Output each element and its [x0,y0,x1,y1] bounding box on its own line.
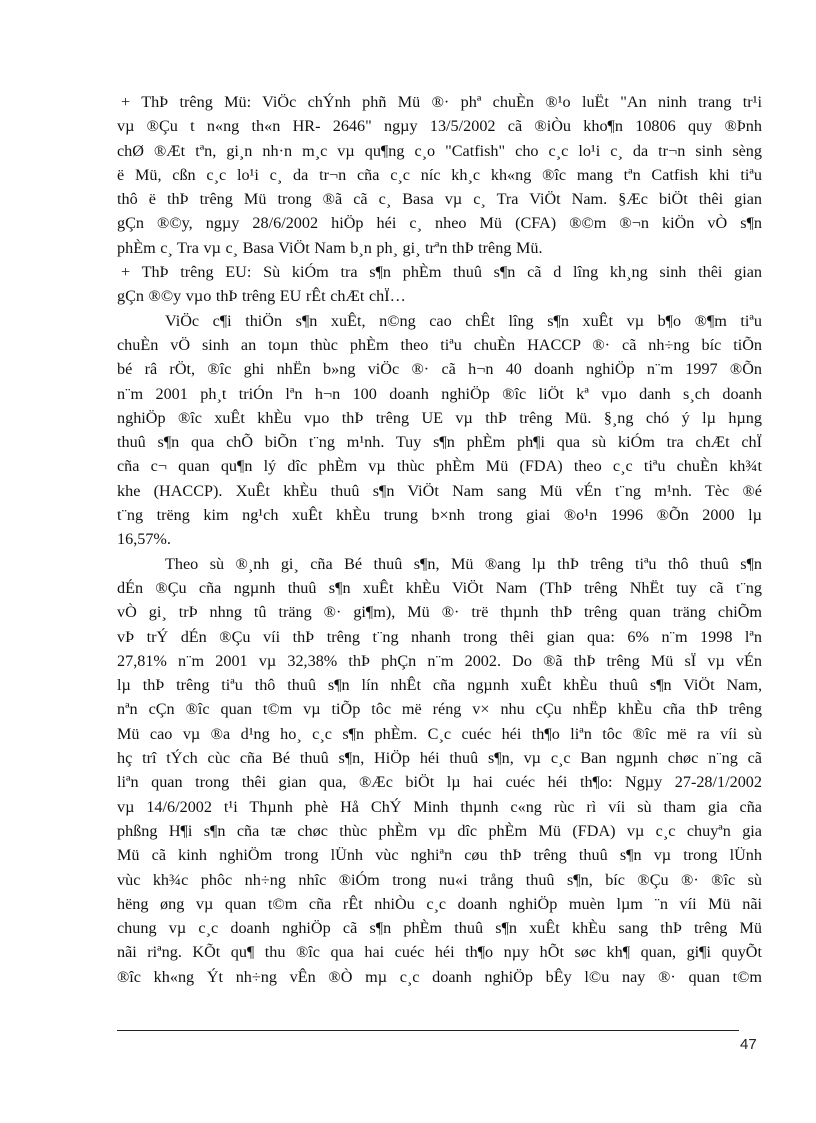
text-line: dÉn ®Çu cña ngµnh thuû s¶n xuÊt khÈu ViÖt Nam (ThÞ trêng NhËt tuy cã t¨ng [117,578,762,597]
text-line: ®îc kh«ng Ýt nh÷ng vÊn ®Ò mµ c¸c doanh nghiÖp bÊy l©u nay ®· quan t©m [117,967,762,986]
text-line: thô ë thÞ trêng Mü trong ®ã cã c¸ Basa vµ c¸ Tra ViÖt Nam. §Æc biÖt thêi gian [117,190,762,209]
page-number: 47 [740,1036,757,1053]
text-line: chØ ®Æt tªn, gi¸n nh·n m¸c vµ qu¶ng c¸o "Catfish" cho c¸c lo¹i c¸ da tr¬n sinh sèng [117,141,762,160]
text-line: + ThÞ trêng Mü: ViÖc chÝnh phñ Mü ®· phª chuÈn ®¹o luËt "An ninh trang tr¹i [121,93,762,111]
text-line: thuû s¶n qua chÕ biÕn t¨ng m¹nh. Tuy s¶n phÈm ph¶i qua sù kiÓm tra chÆt chÏ [117,433,762,452]
text-line: gÇn ®©y, ngµy 28/6/2002 hiÖp héi c¸ nheo Mü (CFA) ®©m ®¬n kiÖn vÒ s¶n [117,214,762,233]
text-line: + ThÞ trêng EU: Sù kiÓm tra s¶n phÈm thuû s¶n cã d lîng kh¸ng sinh thêi gian [121,263,762,282]
text-line: Theo sù ®¸nh gi¸ cña Bé thuû s¶n, Mü ®ang lµ thÞ trêng tiªu thô thuû s¶n [165,554,762,573]
text-line: vÒ gi¸ trÞ nhng tû träng ®· gi¶m), Mü ®· trë thµnh thÞ trêng quan träng chiÕm [117,603,762,622]
text-line: ViÖc c¶i thiÖn s¶n xuÊt, n©ng cao chÊt lîng s¶n xuÊt vµ b¶o ®¶m tiªu [165,311,762,330]
text-line: nghiÖp ®îc xuÊt khÈu vµo thÞ trêng UE vµ thÞ trêng Mü. §¸ng chó ý lµ hµng [117,408,762,427]
text-line: vùc kh¾c phôc nh÷ng nhîc ®iÓm trong nu«i trång thuû s¶n, bíc ®Çu ®· ®îc sù [117,870,762,889]
text-line: khe (HACCP). XuÊt khÈu thuû s¶n ViÖt Nam sang Mü vÉn t¨ng m¹nh. Tèc ®é [117,481,762,500]
text-line: cña c¬ quan qu¶n lý dîc phÈm vµ thùc phÈm Mü (FDA) theo c¸c tiªu chuÈn kh¾t [117,457,762,476]
text-line: phßng H¶i s¶n cña tæ chøc thùc phÈm vµ dîc phÈm Mü (FDA) vµ c¸c chuyªn gia [117,821,762,840]
text-line: t¨ng trëng kim ng¹ch xuÊt khÈu trung b×nh trong giai ®o¹n 1996 ®Õn 2000 lµ [117,506,762,525]
page-body [117,90,762,989]
text-line: bé râ rÖt, ®îc ghi nhËn b»ng viÖc ®· cã h¬n 40 doanh nghiÖp n¨m 1997 ®Õn [117,360,762,379]
text-line: nªn cÇn ®îc quan t©m vµ tiÕp tôc më réng v× nhu cÇu nhËp khÈu cña thÞ trêng [117,700,762,719]
paragraph-ministry-assessment [117,552,762,989]
text-line: 16,57%. [117,530,171,549]
text-line: liªn quan trong thêi gian qua, ®Æc biÖt lµ hai cuéc héi th¶o: Ngµy 27-28/1/2002 [117,773,762,792]
text-line: chuÈn vÖ sinh an toµn thùc phÈm theo tiªu chuÈn HACCP ®· cã nh÷ng bíc tiÕn [117,335,762,354]
text-line: gÇn ®©y vµo thÞ trêng EU rÊt chÆt chÏ… [117,287,406,306]
paragraph-haccp [117,309,762,552]
text-line: hëng øng vµ quan t©m cña rÊt nhiÒu c¸c doanh nghiÖp muèn lµm ¨n víi Mü nãi [117,894,762,913]
text-line: vÞ trÝ dÉn ®Çu víi thÞ trêng t¨ng nhanh trong thêi gian qua: 6% n¨m 1998 lªn [117,627,762,646]
text-line: chung vµ c¸c doanh nghiÖp cã s¶n phÈm thuû s¶n xuÊt khÈu sang thÞ trêng Mü [117,919,762,938]
text-line: 27,81% n¨m 2001 vµ 32,38% thÞ phÇn n¨m 2002. Do ®ã thÞ trêng Mü sÏ vµ vÉn [117,651,762,670]
paragraph-eu-market [117,260,762,309]
text-line: phÈm c¸ Tra vµ c¸ Basa ViÖt Nam b¸n ph¸ gi¸ trªn thÞ trêng Mü. [117,238,543,257]
text-line: Mü cao vµ ®a d¹ng ho¸ c¸c s¶n phÈm. C¸c cuéc héi th¶o liªn tôc ®îc më ra víi sù [117,724,762,743]
text-line: ë Mü, cßn c¸c lo¹i c¸ da tr¬n cña c¸c níc kh¸c kh«ng ®îc mang tªn Catfish khi tiªu [117,165,762,184]
text-line: vµ ®Çu t n«ng th«n HR- 2646" ngµy 13/5/2002 cã ®iÒu kho¶n 10806 quy ®Þnh [117,117,762,136]
text-line: lµ thÞ trêng tiªu thô thuû s¶n lín nhÊt cña ngµnh xuÊt khÈu thuû s¶n ViÖt Nam, [117,676,762,695]
text-line: n¨m 2001 ph¸t triÓn lªn h¬n 100 doanh nghiÖp ®îc liÖt kª vµo danh s¸ch doanh [117,384,762,403]
text-line: hç trî tÝch cùc cña Bé thuû s¶n, HiÖp héi thuû s¶n, vµ c¸c Ban ngµnh chøc n¨ng cã [117,749,762,768]
text-line: vµ 14/6/2002 t¹i Thµnh phè Hå ChÝ Minh thµnh c«ng rùc rì víi sù tham gia cña [117,797,762,816]
text-line: Mü cã kinh nghiÖm trong lÜnh vùc nghiªn cøu thÞ trêng thuû s¶n vµ trong lÜnh [117,846,762,865]
paragraph-us-market [117,90,762,260]
text-line: nãi riªng. KÕt qu¶ thu ®îc qua hai cuéc héi th¶o nµy hÕt søc kh¶ quan, gi¶i quyÕt [117,943,762,962]
footer-divider [117,1030,739,1031]
